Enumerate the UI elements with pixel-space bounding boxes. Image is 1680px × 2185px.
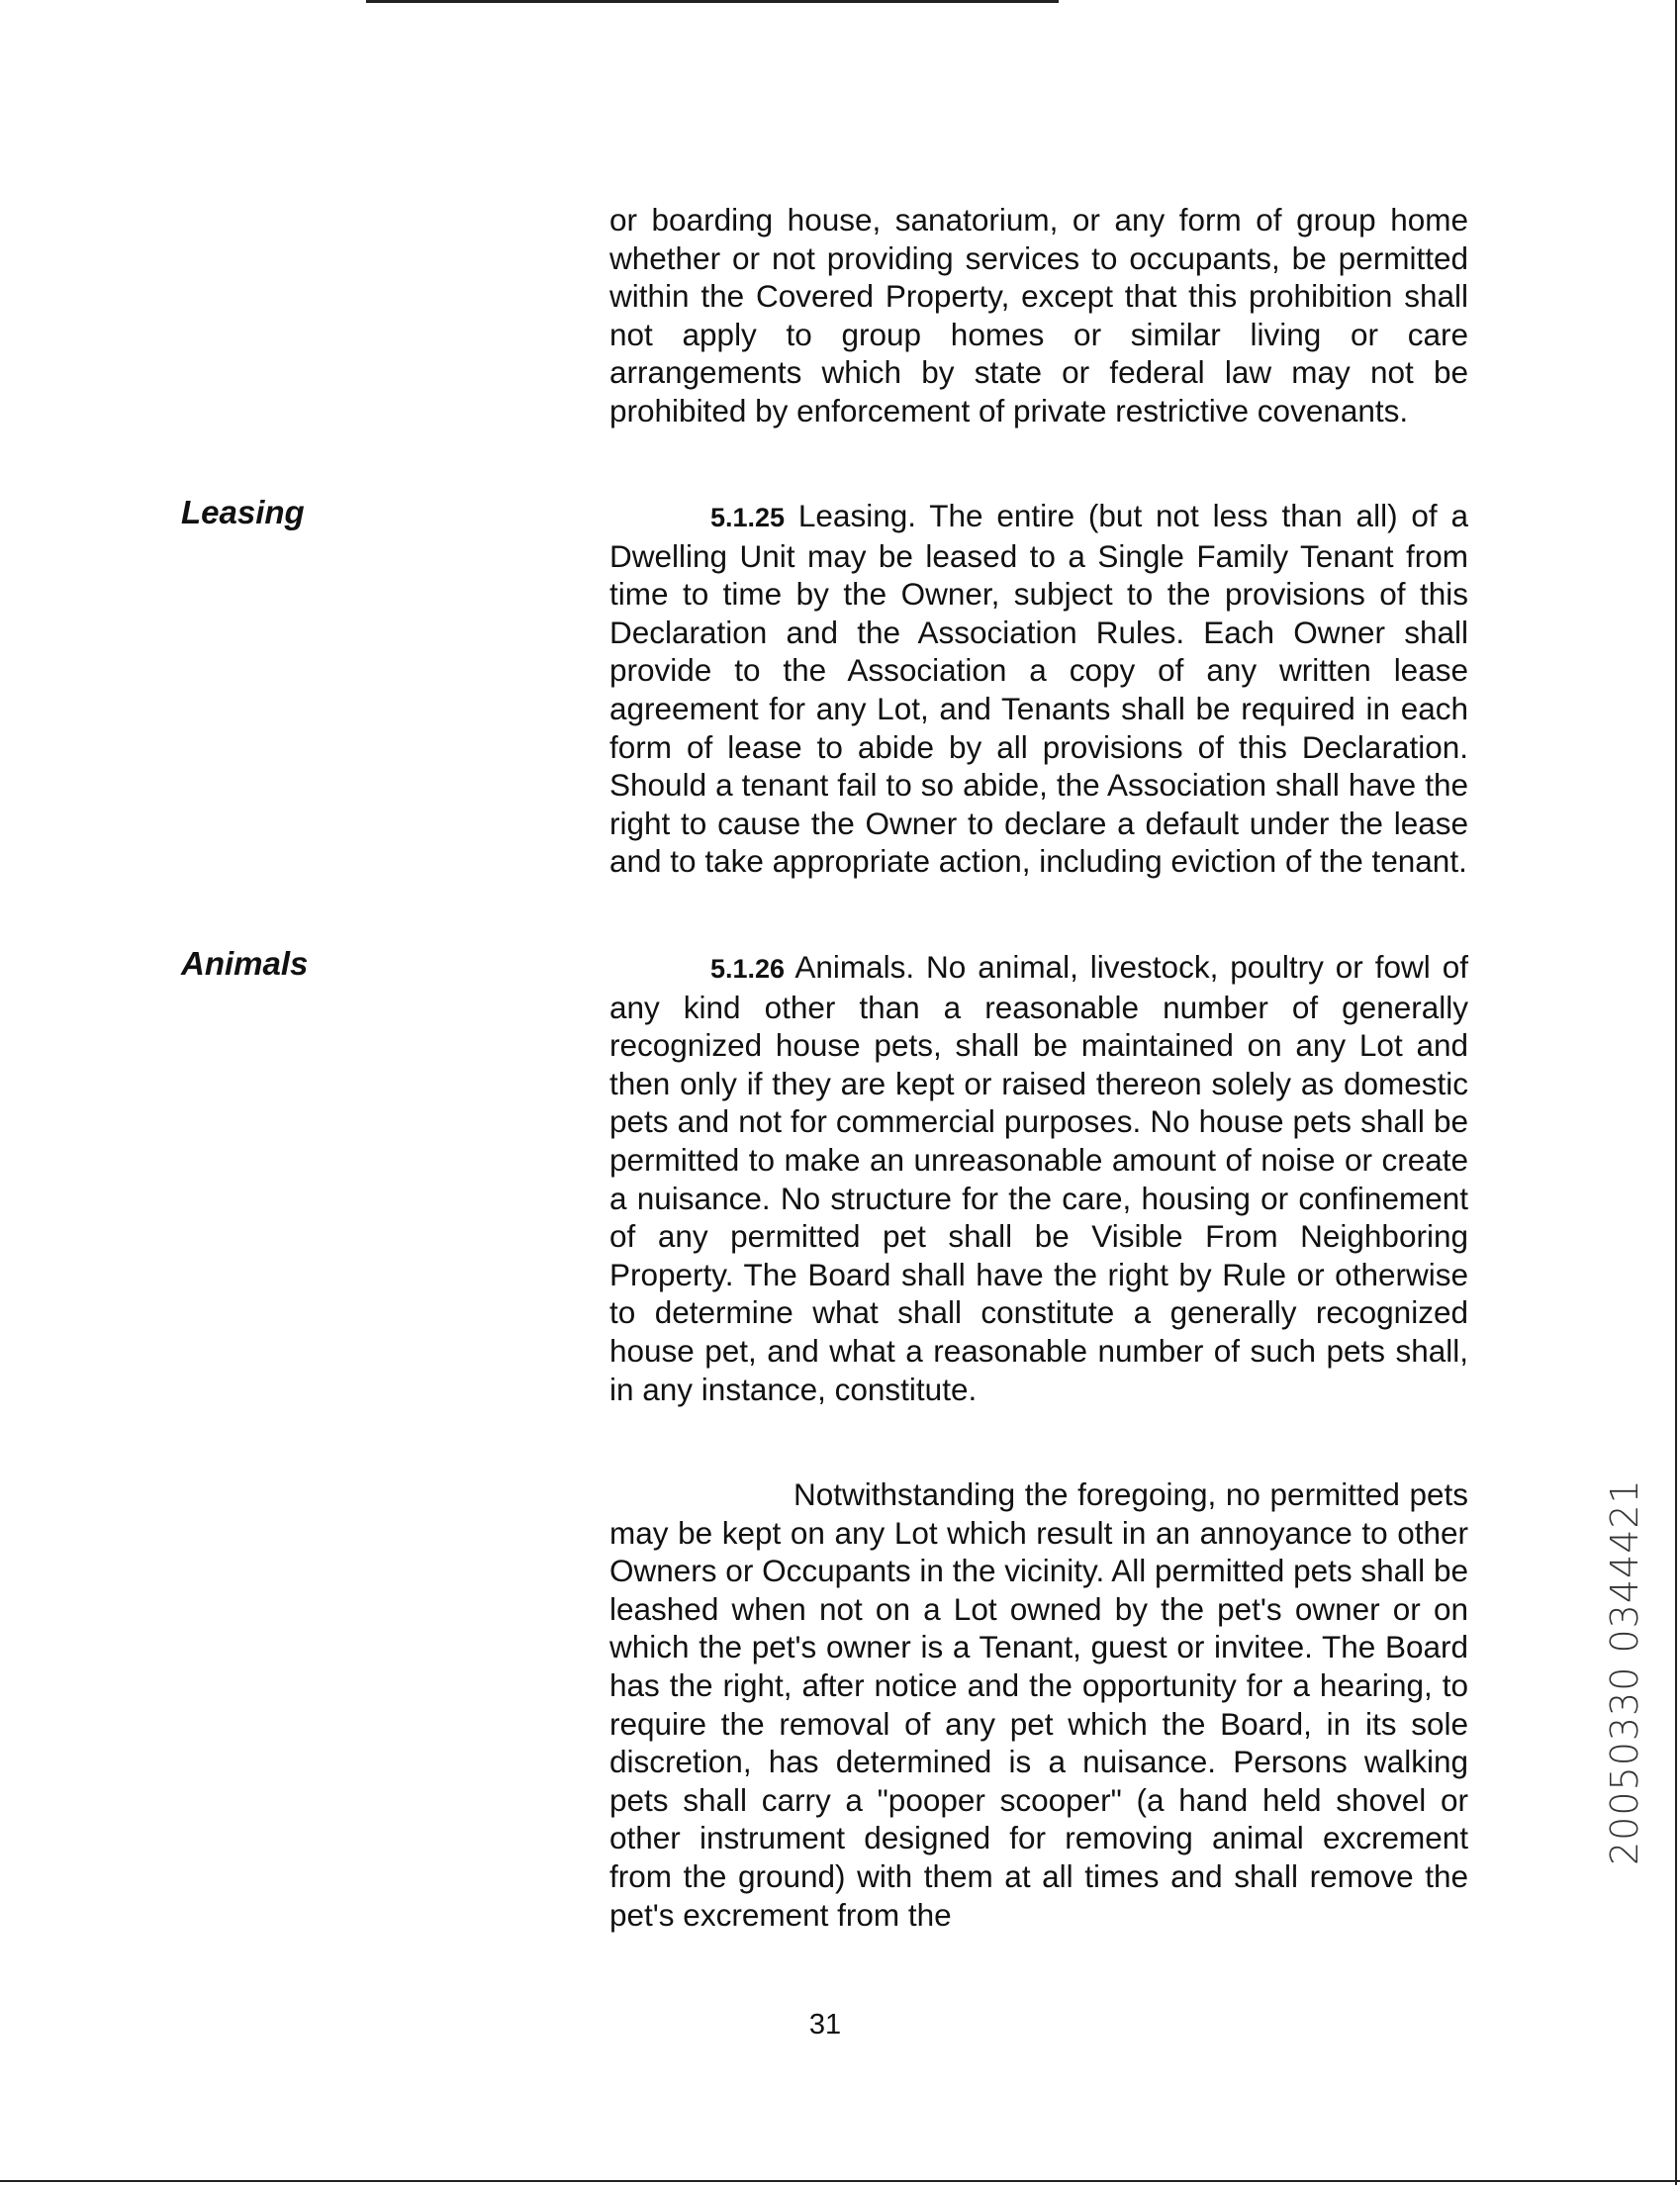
page-number <box>0 2009 1650 2042</box>
section-text-animals: Animals. No animal, livestock, poultry or fowl of any kind other than a reasonable number of generally recognized house pets, shall be maintained on any Lot and then only if they are kept or raised thereon solely as domestic pets and not for commercial purposes. No house pets shall be permitted to make an unreasonable amount of noise or create a nuisance. No structure for the care, housing or confinement of any permitted pet shall be Visible From Neighboring Property. The Board shall have the right by Rule or otherwise to determine what shall constitute a generally recognized house pet, and what a reasonable number of such pets shall, in any instance, constitute. <box>609 949 1469 1407</box>
section-number-leasing: 5.1.25 <box>710 503 786 532</box>
margin-heading-animals: Animals <box>181 945 309 982</box>
continuation-paragraph: or boarding house, sanatorium, or any form of group home whether or not providing services to occupants, be permitted within the Covered Property, except that this prohibition shall not apply to group homes or similar living or care arrangements which by state or federal law may not be prohibited by enforcement of private restrictive covenants. <box>609 202 1468 428</box>
recording-stamp-text: 20050330 0344421 <box>1603 1478 1646 1865</box>
section-animals <box>609 948 1468 1408</box>
page-right-border <box>1675 0 1677 2185</box>
margin-heading-leasing: Leasing <box>181 494 305 530</box>
page-bottom-border <box>0 2180 1680 2182</box>
top-edge-rule <box>366 0 1059 3</box>
section-animals-continuation <box>609 1475 1468 1934</box>
section-continuation-text: Notwithstanding the foregoing, no permitted pets may be kept on any Lot which result in an annoyance to other Owners or Occupants in the vicinity. All permitted pets shall be leashed when not on a Lot owned by the pet's owner or on which the pet's owner is a Tenant, guest or invitee. The Board has the right, after notice and the opportunity for a hearing, to require the removal of any pet which the Board, in its sole discretion, has determined is a nuisance. Persons walking pets shall carry a "pooper scooper" (a hand held shovel or other instrument designed for removing animal excrement from the ground) with them at all times and shall remove the pet's excrement from the <box>609 1476 1468 1933</box>
page-number-text: 31 <box>808 2009 842 2041</box>
section-leasing <box>609 497 1468 881</box>
section-number-animals: 5.1.26 <box>710 954 786 984</box>
section-text-leasing: Leasing. The entire (but not less than all) of a Dwelling Unit may be leased to a Single Family Tenant from time to time by the Owner, subject to the provisions of this Declaration and the Association Rules. Each Owner shall provide to the Association a copy of any written lease agreement for any Lot, and Tenants shall be required in each form of lease to abide by all provisions of this Declaration. Should a tenant fail to so abide, the Association shall have the right to cause the Owner to declare a default under the lease and to take appropriate action, including eviction of the tenant. <box>609 498 1468 880</box>
recording-stamp <box>1601 1478 1648 1865</box>
